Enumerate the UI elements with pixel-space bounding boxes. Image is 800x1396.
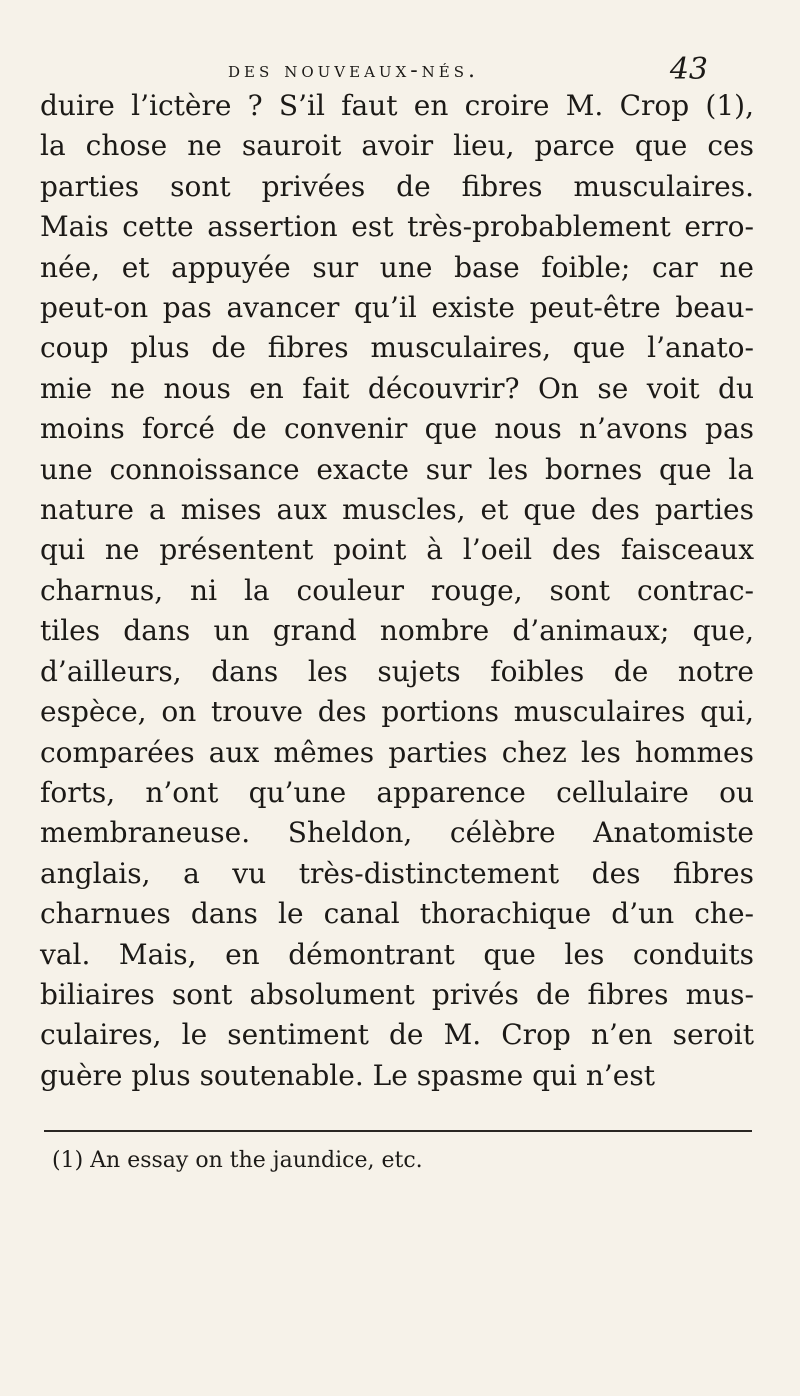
footnote: (1) An essay on the jaundice, etc. bbox=[52, 1148, 423, 1173]
text-line: moins forcé de convenir que nous n’avons pas bbox=[40, 412, 754, 446]
text-line: Mais cette assertion est très-probablement erro- bbox=[40, 210, 754, 244]
text-line: culaires, le sentiment de M. Crop n’en seroit bbox=[40, 1018, 754, 1052]
text-line: forts, n’ont qu’une apparence cellulaire ou bbox=[40, 775, 754, 809]
text-line: biliaires sont absolument privés de fibres mus- bbox=[40, 977, 754, 1011]
text-line: qui ne présentent point à l’oeil des faisceaux bbox=[40, 533, 754, 567]
text-line: née, et appuyée sur une base foible; car ne bbox=[40, 250, 754, 284]
text-line: anglais, a vu très-distinctement des fibres bbox=[40, 856, 754, 890]
text-line: comparées aux mêmes parties chez les hommes bbox=[40, 735, 754, 769]
text-line: val. Mais, en démontrant que les conduits bbox=[40, 937, 754, 971]
text-line: coup plus de fibres musculaires, que l’anato- bbox=[40, 331, 754, 365]
running-title: des nouveaux-nés. bbox=[228, 58, 480, 83]
text-line: nature a mises aux muscles, et que des parties bbox=[40, 493, 754, 527]
text-line: peut-on pas avancer qu’il existe peut-être beau- bbox=[40, 291, 754, 325]
text-line: tiles dans un grand nombre d’animaux; que, bbox=[40, 614, 754, 648]
text-line: membraneuse. Sheldon, célèbre Anatomiste bbox=[40, 816, 754, 850]
running-head bbox=[228, 50, 708, 90]
text-line: charnues dans le canal thorachique d’un che- bbox=[40, 897, 754, 931]
text-line: mie ne nous en fait découvrir? On se voit du bbox=[40, 371, 754, 405]
text-line: parties sont privées de fibres musculaires. bbox=[40, 169, 754, 203]
text-line: une connoissance exacte sur les bornes que la bbox=[40, 452, 754, 486]
text-line: guère plus soutenable. Le spasme qui n’est bbox=[40, 1058, 656, 1092]
text-line: la chose ne sauroit avoir lieu, parce que ces bbox=[40, 129, 754, 163]
footnote-divider bbox=[44, 1130, 752, 1132]
body-text bbox=[40, 86, 754, 1096]
text-line: espèce, on trouve des portions musculaires qui, bbox=[40, 695, 754, 729]
text-line: d’ailleurs, dans les sujets foibles de notre bbox=[40, 654, 754, 688]
text-line: charnus, ni la couleur rouge, sont contrac- bbox=[40, 573, 754, 607]
text-line: duire l’ictère ? S’il faut en croire M. Crop (1), bbox=[40, 89, 754, 122]
page-number: 43 bbox=[669, 52, 708, 87]
